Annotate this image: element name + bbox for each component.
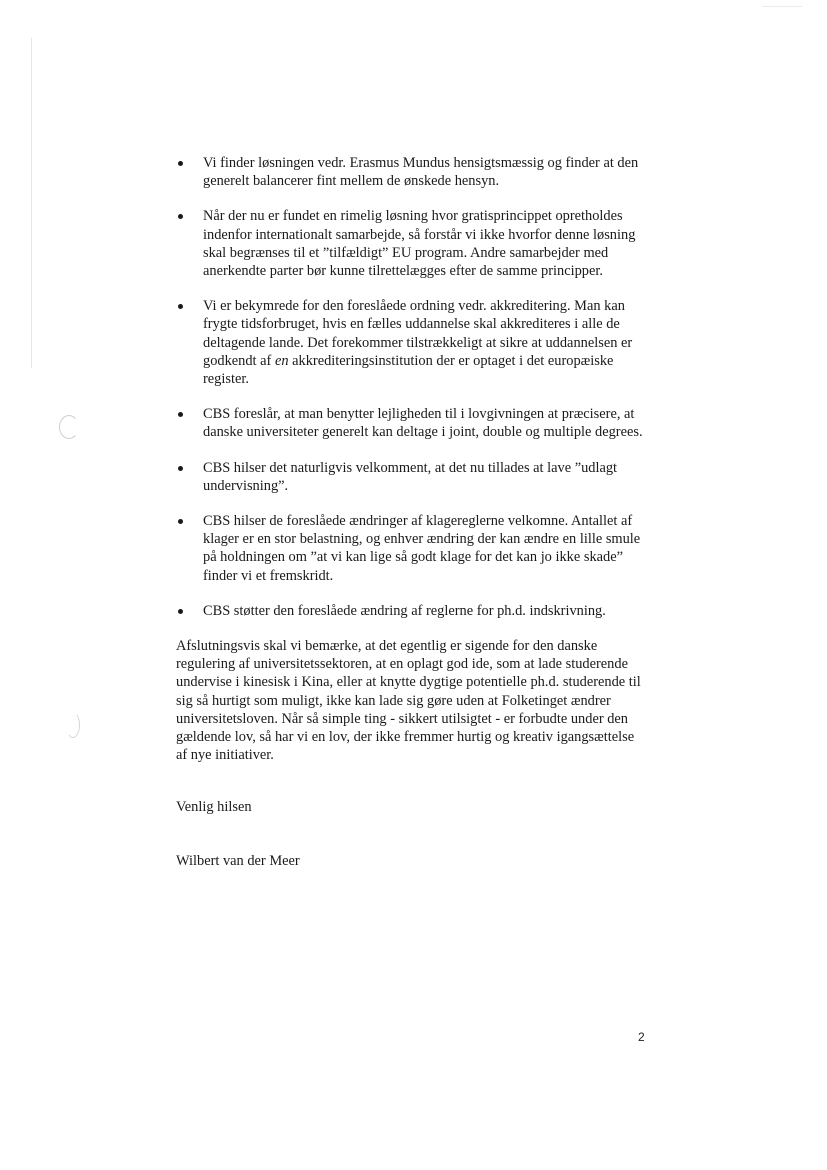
bullet-item [176,297,646,388]
scan-artifact-top-edge [762,6,802,7]
bullet-item [176,405,646,441]
bullet-icon [178,466,183,471]
bullet-icon [178,609,183,614]
page-number: 2 [638,1030,645,1044]
bullet-text: Når der nu er fundet en rimelig løsning hvor gratisprincippet opretholdes indenfor internationalt samarbejde, så forstår vi ikke hvorfor denne løsning skal begrænses til et ”tilfældigt” EU program. Andre samarbejder med anerkendte parter bør kunne tilrettelægges efter de samme principper. [203,208,636,280]
bullet-item [176,512,646,585]
bullet-item [176,154,646,190]
bullet-icon [178,304,183,309]
bullet-item [176,459,646,495]
closing-paragraph: Afslutningsvis skal vi bemærke, at det egentlig er sigende for den danske regulering af universitetssektoren, at en oplagt god ide, som at lade studerende undervise i kinesisk i Kina, eller at knytte dygtige potentielle ph.d. studerende til sig så hurtigt som muligt, ikke kan lade sig gøre uden at Folketinget ændrer universitetsloven. Når så simple ting - sikkert utilsigtet - er forbudte under den gældende lov, så har vi en lov, der ikke fremmer hurtig og kreativ igangsættelse af nye initiativer. [176,638,641,764]
bullet-item [176,207,646,280]
bullet-text: Vi finder løsningen vedr. Erasmus Mundus hensigtsmæssig og finder at den generelt balancerer fint mellem de ønskede hensyn. [203,155,639,190]
bullet-text: CBS hilser det naturligvis velkomment, at det nu tillades at lave ”udlagt undervisning”. [203,459,618,494]
bullet-text: CBS foreslår, at man benytter lejligheden til i lovgivningen at præcisere, at danske universiteter generelt kan deltage i joint, double og multiple degrees. [203,406,643,441]
bullet-icon [178,214,183,219]
punch-hole-mark [59,415,79,439]
punch-hole-mark [66,712,80,738]
bullet-list [176,154,646,620]
emphasis: en [274,352,289,369]
bullet-text: Vi er bekymrede for den foreslåede ordning vedr. akkreditering. Man kan frygte tidsforbruget, hvis en fælles uddannelse skal akkrediteres i alle de deltagende lande. Det forekommer tilstrækkeligt at sikre at uddannelsen er godkendt af en akkrediteringsinstitution der er optaget i det europæiske register. [203,298,633,388]
letter-body [176,154,646,870]
bullet-icon [178,412,183,417]
signature-name: Wilbert van der Meer [176,852,300,869]
bullet-item [176,602,646,620]
bullet-text: CBS hilser de foreslåede ændringer af klagereglerne velkomne. Antallet af klager er en stor belastning, og enhver ændring der kan ændre en lille smule på holdningen om ”at vi kan lige så godt klage for det kan jo ikke skade” finder vi et fremskridt. [203,513,641,584]
bullet-text: CBS støtter den foreslåede ændring af reglerne for ph.d. indskrivning. [203,602,606,619]
scan-artifact-left-edge [31,38,32,368]
bullet-icon [178,519,183,524]
bullet-icon [178,161,183,166]
greeting: Venlig hilsen [176,799,252,816]
